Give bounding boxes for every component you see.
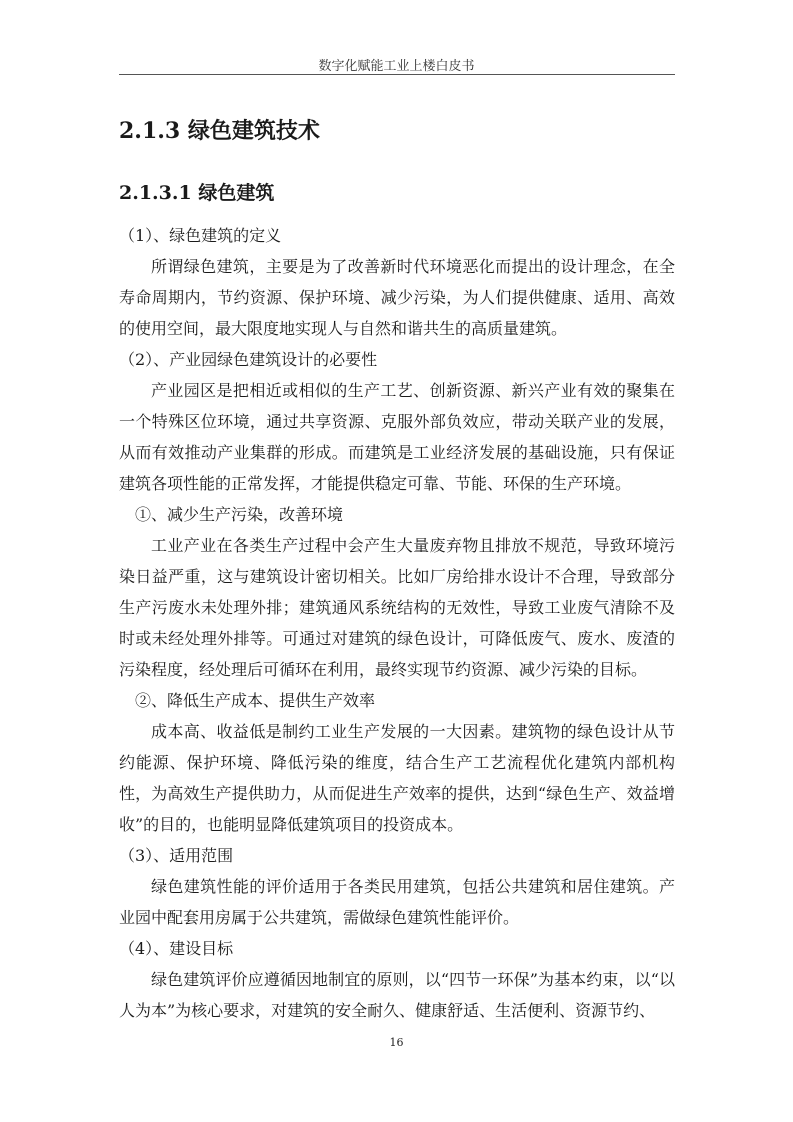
section-heading: 2.1.3 绿色建筑技术 <box>119 117 320 144</box>
item-3-paragraph: 绿色建筑性能的评价适用于各类民用建筑，包括公共建筑和居住建筑。产业园中配套用房属于公共建筑，需做绿色建筑性能评价。 <box>119 877 675 927</box>
item-3-title: （3）、适用范围 <box>119 846 234 865</box>
item-2-paragraph: 产业园区是把相近或相似的生产工艺、创新资源、新兴产业有效的聚集在一个特殊区位环境，通过共享资源、克服外部负效应，带动关联产业的发展，从而有效推动产业集群的形成。而建筑是工业经济发展的基础设施，只有保证建筑各项性能的正常发挥，才能提供稳定可靠、节能、环保的生产环境。 <box>119 381 675 493</box>
body-text <box>119 220 675 1026</box>
running-header: 数字化赋能工业上楼白皮书 <box>318 59 475 74</box>
item-4-title: （4）、建设目标 <box>119 939 234 958</box>
item-1-title: （1）、绿色建筑的定义 <box>119 226 282 245</box>
page-number: 16 <box>389 1036 404 1049</box>
item-4-paragraph: 绿色建筑评价应遵循因地制宜的原则，以“四节一环保”为基本约束，以“以人为本”为核心要求，对建筑的安全耐久、健康舒适、生活便利、资源节约、 <box>119 970 675 1020</box>
subitem-2-title: ②、降低生产成本、提供生产效率 <box>135 691 376 710</box>
subitem-2-paragraph: 成本高、收益低是制约工业生产发展的一大因素。建筑物的绿色设计从节约能源、保护环境、降低污染的维度，结合生产工艺流程优化建筑内部机构性，为高效生产提供助力，从而促进生产效率的提供，达到“绿色生产、效益增收”的目的，也能明显降低建筑项目的投资成本。 <box>119 722 675 834</box>
subitem-1-title: ①、减少生产污染，改善环境 <box>135 505 344 524</box>
item-2-title: （2）、产业园绿色建筑设计的必要性 <box>119 350 378 369</box>
subsection-heading: 2.1.3.1 绿色建筑 <box>119 181 275 204</box>
header-rule <box>119 74 675 75</box>
item-1-paragraph: 所谓绿色建筑，主要是为了改善新时代环境恶化而提出的设计理念，在全寿命周期内，节约资源、保护环境、减少污染，为人们提供健康、适用、高效的使用空间，最大限度地实现人与自然和谐共生的高质量建筑。 <box>119 257 675 338</box>
subitem-1-paragraph: 工业产业在各类生产过程中会产生大量废弃物且排放不规范，导致环境污染日益严重，这与建筑设计密切相关。比如厂房给排水设计不合理，导致部分生产污废水未处理外排；建筑通风系统结构的无效性，导致工业废气清除不及时或未经处理外排等。可通过对建筑的绿色设计，可降低废气、废水、废渣的污染程度，经处理后可循环在利用，最终实现节约资源、减少污染的目标。 <box>119 536 675 679</box>
